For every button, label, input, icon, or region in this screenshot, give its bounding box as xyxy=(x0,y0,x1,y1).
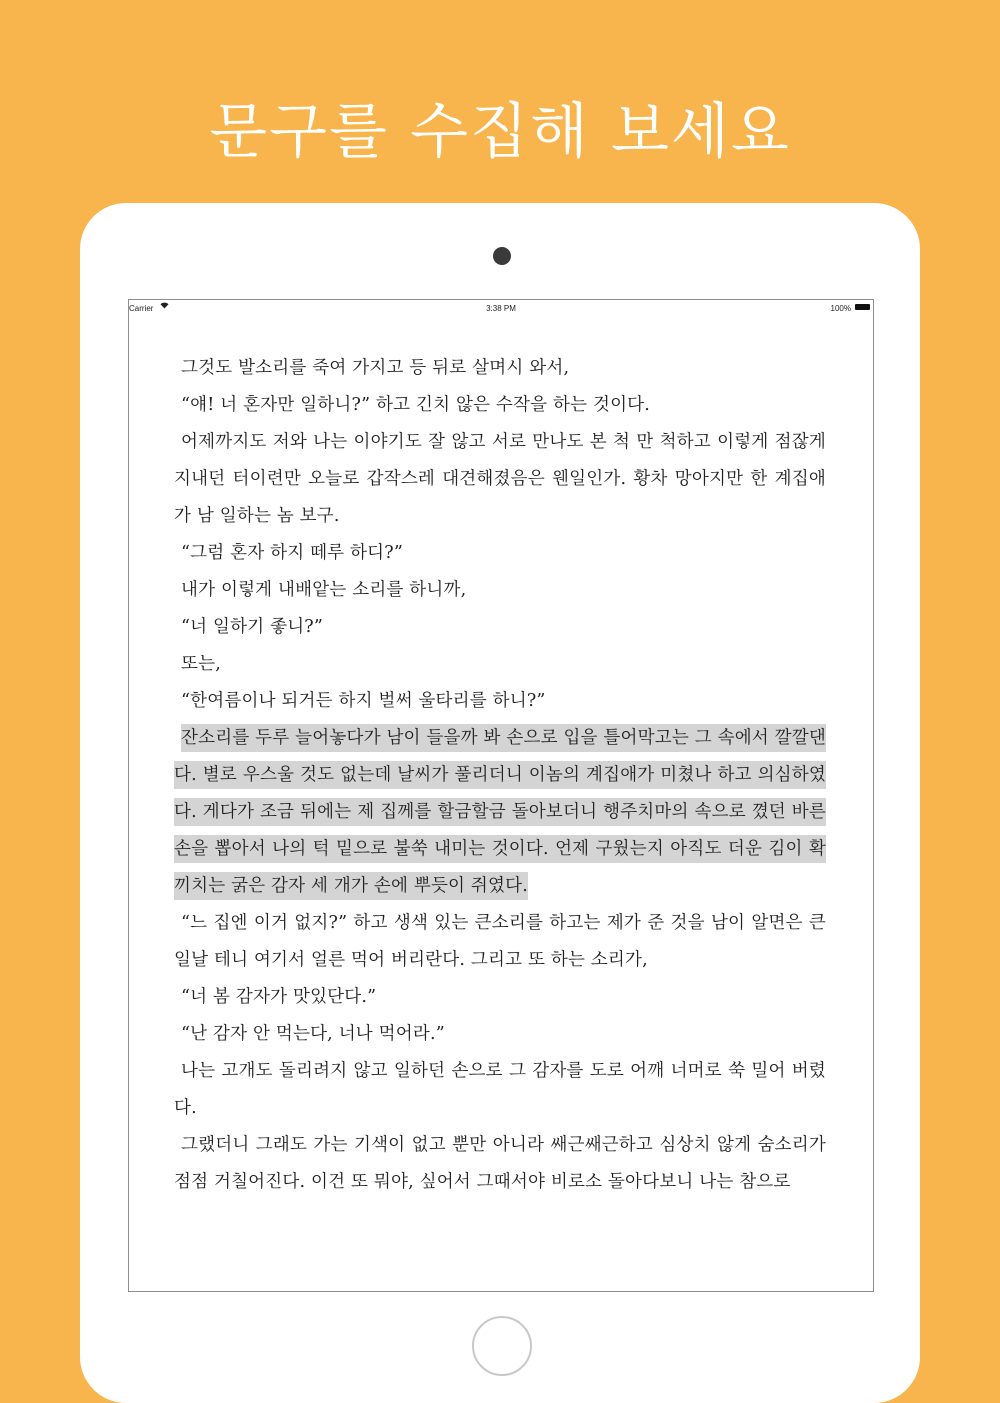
status-time: 3:38 PM xyxy=(486,304,516,313)
reader-text[interactable] xyxy=(174,350,826,1201)
paragraph[interactable] xyxy=(174,1127,826,1201)
headline: 문구를 수집해 보세요 xyxy=(209,97,791,167)
paragraph[interactable] xyxy=(174,424,826,535)
paragraph-text: “느 집엔 이거 없지?” 하고 생색 있는 큰소리를 하고는 제가 준 것을 남이 알면은 큰일날 테니 여기서 얼른 먹어 버리란다. 그리고 또 하는 소리가, xyxy=(174,913,826,970)
status-bar xyxy=(129,300,873,316)
paragraph-text: 어제까지도 저와 나는 이야기도 잘 않고 서로 만나도 본 척 만 척하고 이렇게 점잖게 지내던 터이련만 오늘로 갑작스레 대견해졌음은 웬일인가. 황차 망아지만 한 계집애가 남 일하는 놈 보구. xyxy=(174,432,826,526)
paragraph[interactable] xyxy=(174,1016,826,1053)
battery-icon xyxy=(855,304,870,310)
paragraph-text: 내가 이렇게 내배앝는 소리를 하니까, xyxy=(181,580,467,600)
paragraph[interactable] xyxy=(174,350,826,387)
paragraph[interactable] xyxy=(174,1053,826,1127)
paragraph[interactable] xyxy=(174,905,826,979)
paragraph[interactable] xyxy=(174,535,826,572)
paragraph-text: 나는 고개도 돌리려지 않고 일하던 손으로 그 감자를 도로 어깨 너머로 쑥 밀어 버렸다. xyxy=(174,1061,826,1118)
paragraph-text: “너 일하기 좋니?” xyxy=(181,617,324,637)
paragraph-text: “한여름이나 되거든 하지 벌써 울타리를 하니?” xyxy=(181,691,546,711)
paragraph[interactable] xyxy=(174,683,826,720)
device-screen xyxy=(128,299,874,1292)
paragraph[interactable] xyxy=(174,646,826,683)
ipad-frame xyxy=(80,203,920,1403)
paragraph-text: “그럼 혼자 하지 떼루 하디?” xyxy=(181,543,403,563)
camera-dot xyxy=(493,247,511,265)
status-carrier: Carrier xyxy=(129,304,154,313)
paragraph-text: 그것도 발소리를 죽여 가지고 등 뒤로 살며시 와서, xyxy=(181,358,570,378)
home-button[interactable] xyxy=(472,1316,532,1376)
paragraph-text: “난 감자 안 먹는다, 너나 먹어라.” xyxy=(181,1024,445,1044)
paragraph-text: “얘! 너 혼자만 일하니?” 하고 긴치 않은 수작을 하는 것이다. xyxy=(181,395,651,415)
paragraph-text: 그랬더니 그래도 가는 기색이 없고 뿐만 아니라 쌔근쌔근하고 심상치 않게 숨소리가 점점 거칠어진다. 이건 또 뭐야, 싶어서 그때서야 비로소 돌아다보니 나는 참으로 xyxy=(174,1135,826,1192)
highlighted-paragraph[interactable] xyxy=(174,720,826,905)
paragraph-text: “너 봄 감자가 맛있단다.” xyxy=(181,987,377,1007)
paragraph[interactable] xyxy=(174,572,826,609)
status-battery-percent: 100% xyxy=(830,304,851,313)
paragraph[interactable] xyxy=(174,387,826,424)
paragraph-text: 잔소리를 두루 늘어놓다가 남이 들을까 봐 손으로 입을 틀어막고는 그 속에서 깔깔댄다. 별로 우스울 것도 없는데 날씨가 풀리더니 이놈의 계집애가 미쳤나 하고 의심하였다. 게다가 조금 뒤에는 제 집께를 할금할금 돌아보더니 행주치마의 속으로 꼈던 바른손을 뽑아서 나의 턱 밑으로 불쑥 내미는 것이다. 언제 구웠는지 아직도 더운 김이 확 끼치는 굵은 감자 세 개가 손에 뿌듯이 쥐였다. xyxy=(174,724,826,900)
paragraph[interactable] xyxy=(174,979,826,1016)
paragraph[interactable] xyxy=(174,609,826,646)
paragraph-text: 또는, xyxy=(181,654,221,674)
